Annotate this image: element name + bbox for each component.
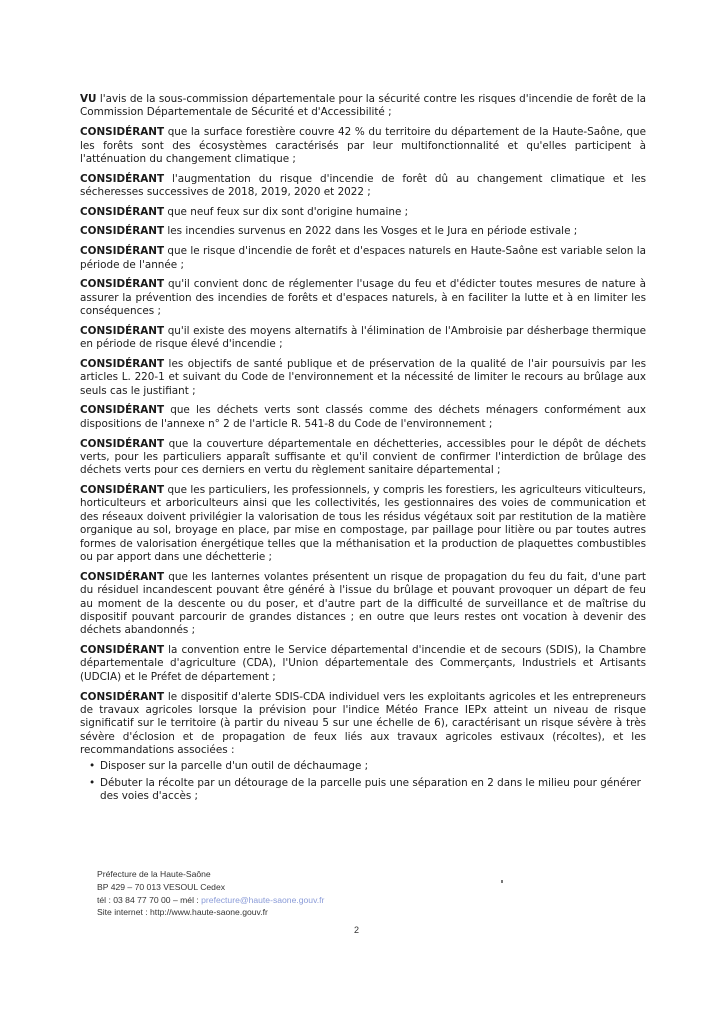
footer-address: BP 429 – 70 013 VESOUL Cedex (97, 881, 226, 892)
paragraph-considerant (80, 438, 646, 478)
paragraph-lead: CONSIDÉRANT (80, 278, 165, 291)
paragraph-text: les objectifs de santé publique et de préservation de la qualité de l'air poursuivis par les articles L. 220-1 et suivant du Code de l'environnement et la nécessité de limiter le recours au brûlage aux seuls cas le justifiant ; (80, 357, 646, 397)
paragraph-text: que les lanternes volantes présentent un risque de propagation du feu du fait, d'une part du résiduel incandescent pouvant être généré à l'issue du brûlage et pouvant provoquer un départ de feu au moment de la descente ou du poser, et d'autre part de la difficulté de surveillance et de maîtrise du dispositif pouvant parcourir de grandes distances ; en outre que leurs restes ont vocation à devenir des déchets abandonnés ; (80, 570, 646, 637)
paragraph-vu (80, 93, 646, 120)
list-item (80, 777, 646, 804)
paragraph-considerant (80, 206, 646, 219)
paragraph-text: qu'il existe des moyens alternatifs à l'élimination de l'Ambroisie par désherbage thermique en période de risque élevé d'incendie ; (80, 324, 646, 351)
paragraph-considerant (80, 225, 646, 238)
footer-phone: tél : 03 84 77 70 00 – mél : (97, 894, 202, 905)
paragraph-text: que les déchets verts sont classés comme des déchets ménagers conformément aux dispositions de l'annexe n° 2 de l'article R. 541-8 du Code de l'environnement ; (80, 404, 646, 430)
paragraph-text: la convention entre le Service départemental d'incendie et de secours (SDIS), la Chambre départementale d'agriculture (CDA), l'Union départementale des Commerçants, Industriels et Artisants (UDCIA) et le Préfet de département ; (80, 644, 646, 683)
paragraph-text: que la couverture départementale en déchetteries, accessibles pour le dépôt de déchets verts, pour les particuliers apparaît suffisante et qu'il convient de confirmer l'interdiction de brûlage des déchets verts pour ces derniers en vertu du règlement sanitaire départemental ; (80, 437, 646, 477)
paragraph-considerant (80, 325, 646, 352)
paragraph-text: que le risque d'incendie de forêt et d'espaces naturels en Haute-Saône est variable selon la période de l'année ; (80, 245, 646, 271)
paragraph-lead: CONSIDÉRANT (80, 404, 165, 417)
bullet-icon: • (89, 759, 96, 772)
page-footer (97, 868, 497, 919)
footer-email-link[interactable]: prefecture@haute-saone.gouv.fr (201, 894, 325, 905)
paragraph-considerant (80, 173, 646, 200)
paragraph-considerant (80, 644, 646, 684)
paragraph-lead: CONSIDÉRANT (80, 245, 165, 258)
paragraph-lead: CONSIDÉRANT (80, 357, 165, 370)
footer-contact (97, 894, 497, 907)
list-item (80, 760, 646, 773)
paragraph-lead: CONSIDÉRANT (80, 225, 165, 238)
footer-website[interactable]: Site internet : http://www.haute-saone.gouv.fr (97, 907, 268, 918)
paragraph-text: l'augmentation du risque d'incendie de forêt dû au changement climatique et les sécheresses successives de 2018, 2019, 2020 et 2022 ; (80, 172, 646, 199)
footer-org: Préfecture de la Haute-Saône (97, 869, 211, 879)
paragraph-considerant (80, 358, 646, 398)
list-item-text: Débuter la récolte par un détourage de la parcelle puis une séparation en 2 dans le milieu pour générer des voies d'accès ; (100, 777, 641, 803)
paragraph-considerant (80, 404, 646, 431)
paragraph-considerant (80, 126, 646, 166)
paragraph-lead: CONSIDÉRANT (80, 324, 165, 337)
document-body (80, 93, 646, 808)
bullet-icon: • (89, 777, 96, 790)
list-item-text: Disposer sur la parcelle d'un outil de déchaumage ; (100, 759, 369, 772)
paragraph-text: le dispositif d'alerte SDIS-CDA individuel vers les exploitants agricoles et les entrepreneurs de travaux agricoles lorsque la prévision pour l'indice Météo France IEPx atteint un niveau de risque significatif sur le territoire (à partir du niveau 5 sur une échelle de 6), caractérisant un risque sévère à très sévère d'éclosion et de propagation de feux liés aux travaux agricoles estivaux (récoltes), et les recommandations associées : (80, 690, 646, 757)
page-number: 2 (354, 925, 360, 935)
paragraph-text: que neuf feux sur dix sont d'origine humaine ; (164, 205, 409, 218)
paragraph-lead: VU (80, 93, 97, 105)
paragraph-lead: CONSIDÉRANT (80, 205, 165, 218)
paragraph-lead: CONSIDÉRANT (80, 126, 165, 139)
paragraph-lead: CONSIDÉRANT (80, 484, 165, 497)
paragraph-text: que la surface forestière couvre 42 % du territoire du département de la Haute-Saône, que les forêts sont des écosystèmes caractérisés par leur multifonctionnalité et qu'elles participent à l'atténuation du changement climatique ; (80, 126, 646, 165)
paragraph-text: l'avis de la sous-commission départementale pour la sécurité contre les risques d'incendie de forêt de la Commission Départementale de Sécurité et d'Accessibilité ; (80, 93, 646, 119)
paragraph-lead: CONSIDÉRANT (80, 172, 165, 185)
scan-speck (501, 880, 503, 883)
paragraph-considerant (80, 571, 646, 638)
paragraph-lead: CONSIDÉRANT (80, 644, 165, 657)
paragraph-lead: CONSIDÉRANT (80, 437, 165, 450)
paragraph-considerant (80, 245, 646, 272)
paragraph-considerant (80, 278, 646, 318)
paragraph-considerant (80, 484, 646, 564)
paragraph-text: qu'il convient donc de réglementer l'usage du feu et d'édicter toutes mesures de nature à assurer la prévention des incendies de forêts et d'espaces naturels, à en faciliter la lutte et à en limiter les conséquences ; (80, 278, 646, 318)
paragraph-lead: CONSIDÉRANT (80, 690, 165, 703)
paragraph-lead: CONSIDÉRANT (80, 570, 165, 583)
paragraph-text: les incendies survenus en 2022 dans les Vosges et le Jura en période estivale ; (164, 225, 578, 238)
recommendations-list (80, 760, 646, 804)
paragraph-considerant (80, 691, 646, 758)
paragraph-text: que les particuliers, les professionnels, y compris les forestiers, les agriculteurs viticulteurs, horticulteurs et arboriculteurs ainsi que les collectivités, les gestionnaires des voies de communication et des réseaux doivent privilégier la valorisation de tous les résidus végétaux soit par restitution de la matière organique au sol, broyage en place, par mise en compostage, par paillage pour litière ou par toutes autres formes de valorisation énergétique telles que la méthanisation et la production de plaquettes combustibles ou par apport dans une déchetterie ; (80, 484, 646, 564)
